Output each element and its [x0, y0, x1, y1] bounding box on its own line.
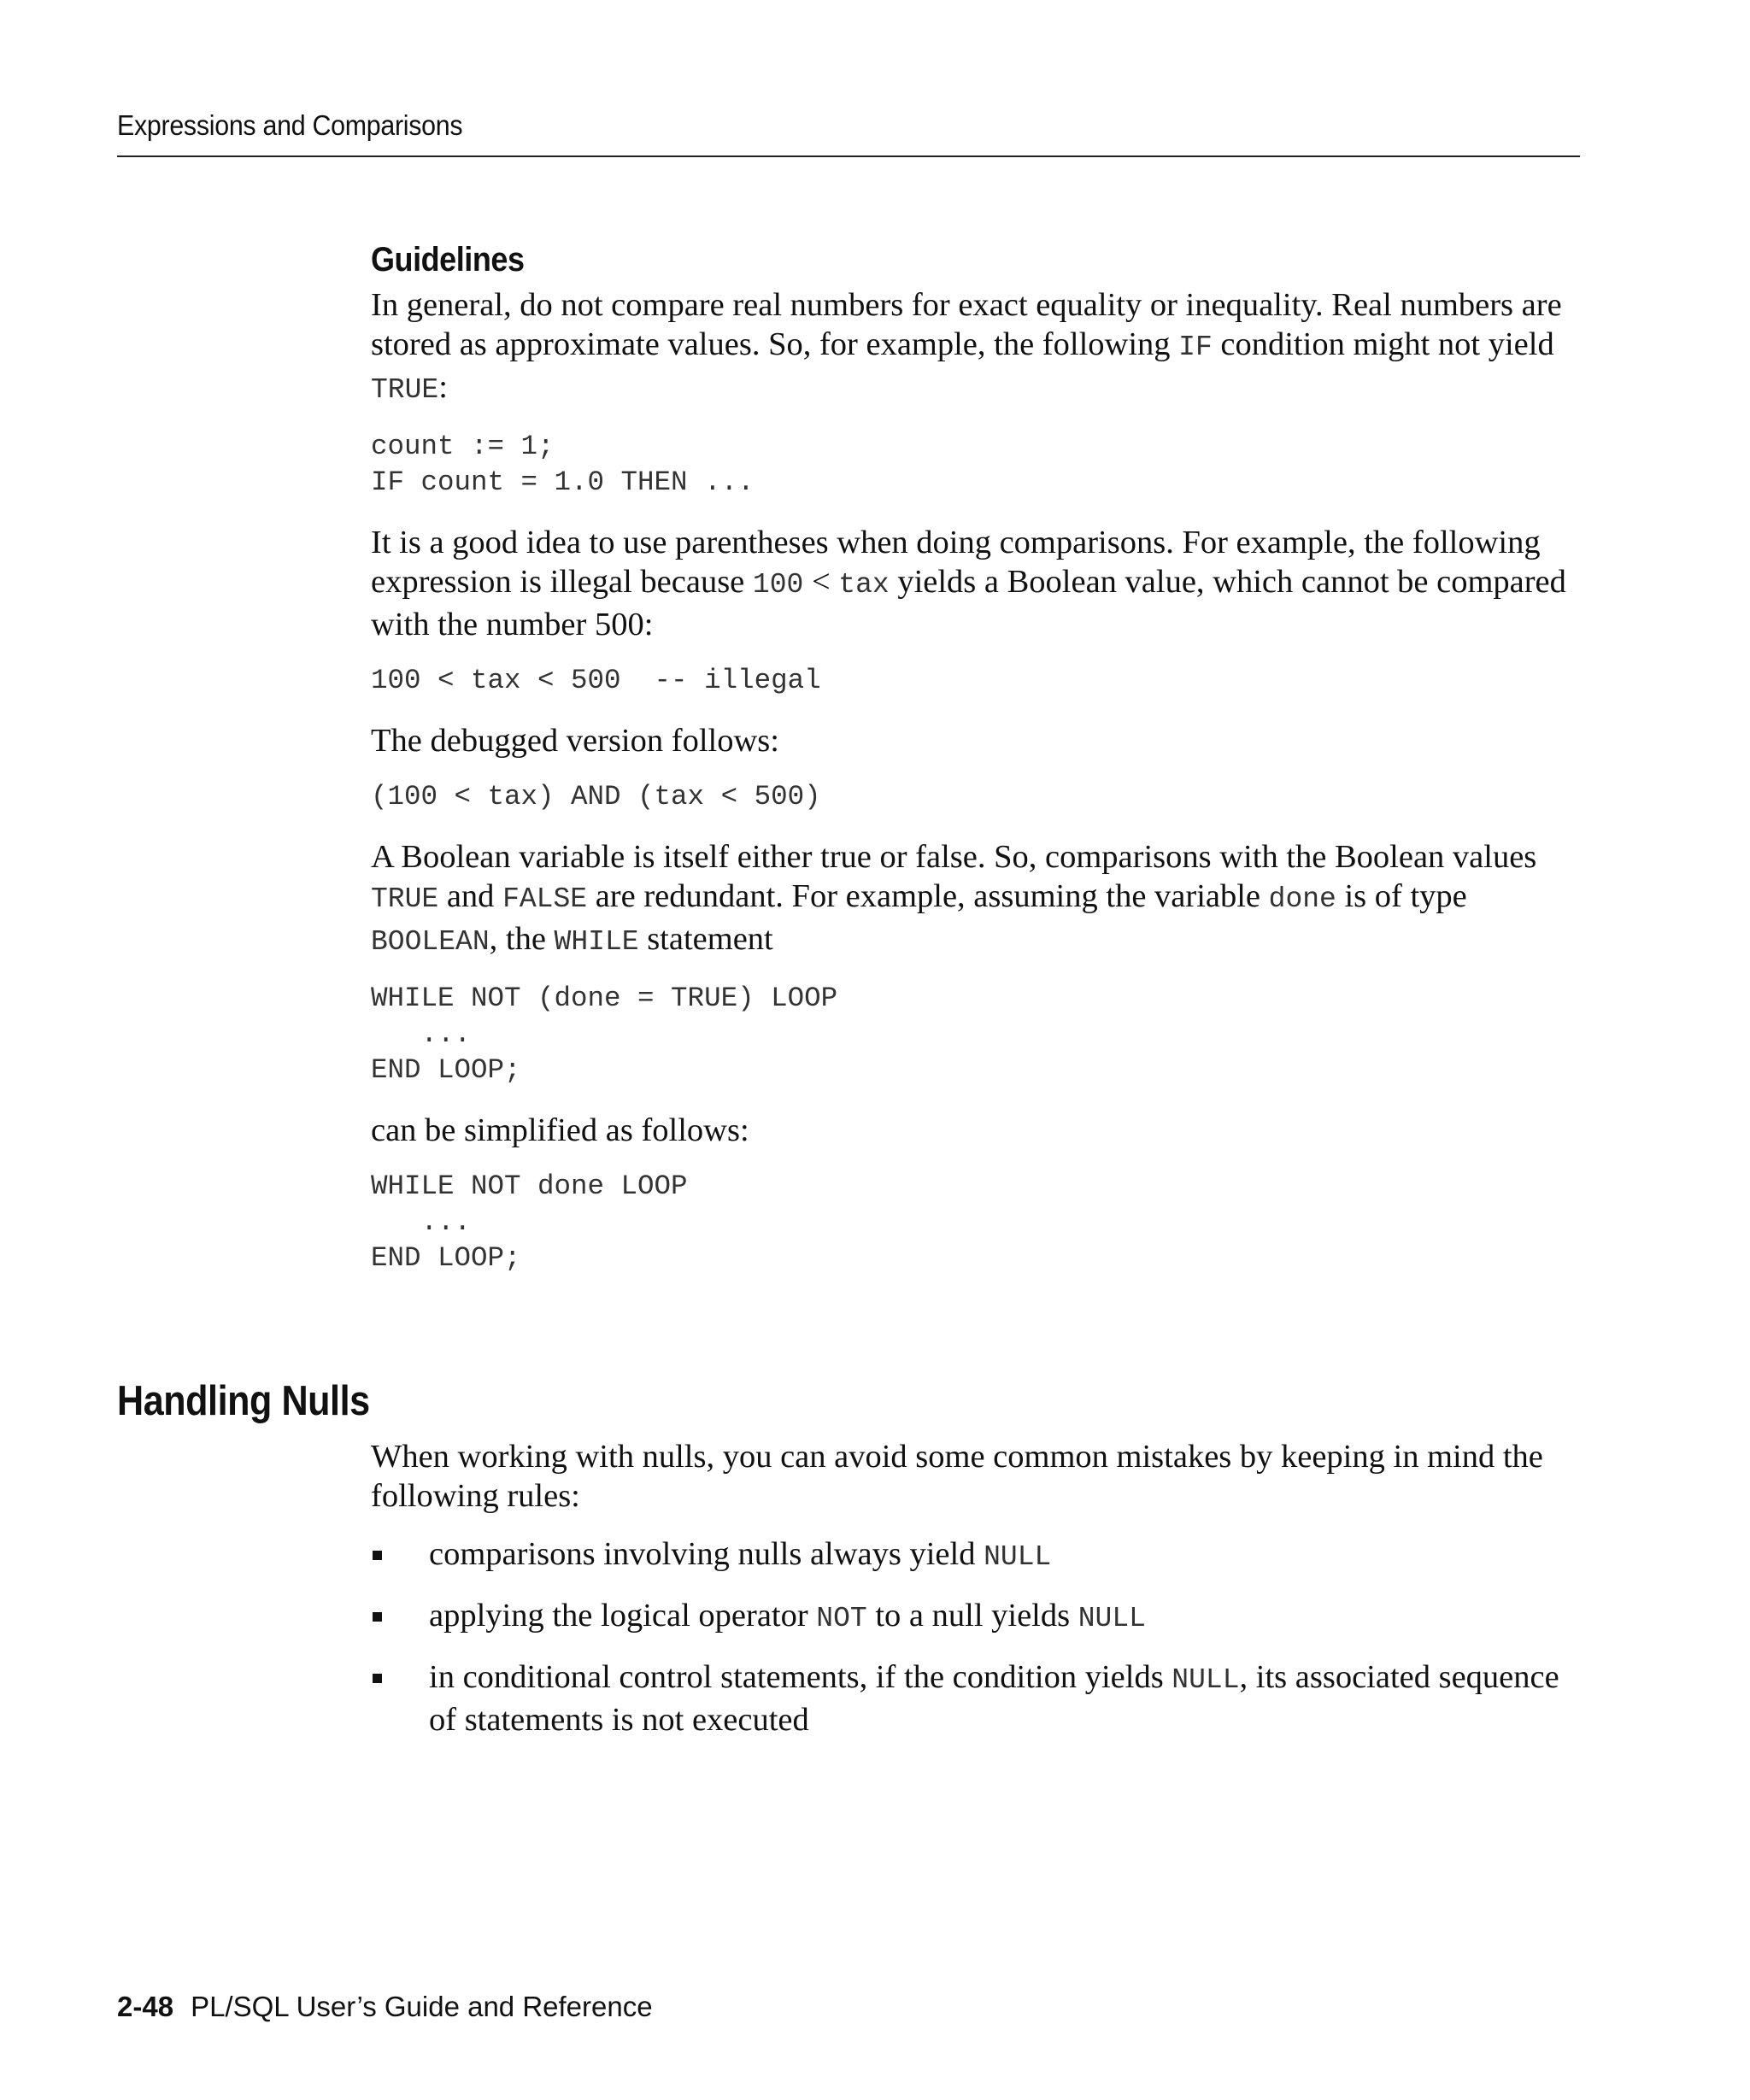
code-example-1: count := 1; IF count = 1.0 THEN ... — [371, 431, 755, 498]
null-rules-list — [371, 1534, 1593, 1739]
text-run: to a null yields — [866, 1598, 1078, 1634]
code-example-2: 100 < tax < 500 -- illegal — [371, 665, 821, 696]
text-run: comparisons involving nulls always yield — [429, 1536, 984, 1572]
bullet-icon — [373, 1612, 382, 1622]
book-title: PL/SQL User’s Guide and Reference — [191, 1991, 653, 2022]
list-item — [371, 1534, 1593, 1577]
guidelines-paragraph-4 — [371, 837, 1593, 962]
inline-code: TRUE — [371, 374, 439, 406]
page-footer — [117, 1991, 653, 2023]
inline-code: IF — [1178, 331, 1213, 363]
list-item — [371, 1657, 1593, 1739]
code-example-5: WHILE NOT done LOOP ... END LOOP; — [371, 1170, 688, 1274]
bullet-icon — [373, 1551, 382, 1560]
inline-code: done — [1268, 883, 1336, 915]
text-run: In general, do not compare real numbers for exact equality or inequality. Real numbers are stored as approximate values. So, for example, the following — [371, 287, 1562, 362]
code-example-4: WHILE NOT (done = TRUE) LOOP ... END LOOP; — [371, 983, 838, 1086]
page-number: 2-48 — [117, 1991, 174, 2022]
handling-nulls-heading: Handling Nulls — [117, 1378, 370, 1424]
guidelines-paragraph-2 — [371, 523, 1593, 644]
text-run: is of type — [1336, 878, 1467, 914]
guidelines-paragraph-1 — [371, 285, 1593, 410]
text-run: , the — [489, 921, 555, 957]
inline-code: WHILE — [554, 926, 639, 958]
inline-code: NULL — [1078, 1603, 1146, 1634]
text-run: in conditional control statements, if the condition yields — [429, 1659, 1172, 1695]
text-run: are redundant. For example, assuming the variable — [587, 878, 1269, 914]
text-run: applying the logical operator — [429, 1598, 817, 1634]
guidelines-heading: Guidelines — [371, 241, 525, 279]
inline-code: NULL — [984, 1541, 1052, 1573]
guidelines-paragraph-5: can be simplified as follows: — [371, 1112, 749, 1148]
text-run: , its associated sequence of statements is not executed — [429, 1659, 1559, 1738]
inline-code: 100 — [752, 569, 804, 601]
text-run: < — [803, 564, 839, 600]
bullet-icon — [373, 1674, 382, 1683]
inline-code: TRUE — [371, 883, 439, 915]
guidelines-section — [371, 241, 1593, 1276]
inline-code: tax — [838, 569, 890, 601]
guidelines-paragraph-3: The debugged version follows: — [371, 723, 779, 759]
handling-nulls-intro: When working with nulls, you can avoid some common mistakes by keeping in mind the following rules: — [371, 1439, 1543, 1514]
text-run: : — [438, 369, 448, 405]
text-run: and — [438, 878, 503, 914]
running-header-title: Expressions and Comparisons — [117, 109, 463, 141]
text-run: It is a good idea to use parentheses when doing comparisons. For example, the following expression is illegal because — [371, 525, 1541, 600]
header-divider — [117, 155, 1580, 157]
list-item — [371, 1596, 1593, 1639]
text-run: yields a Boolean value, which cannot be compared with the number 500: — [371, 564, 1566, 642]
inline-code: FALSE — [502, 883, 588, 915]
inline-code: NOT — [816, 1603, 867, 1634]
text-run: A Boolean variable is itself either true or false. So, comparisons with the Boolean values — [371, 839, 1537, 875]
inline-code: NULL — [1172, 1664, 1240, 1696]
text-run: condition might not yield — [1212, 326, 1554, 362]
code-example-3: (100 < tax) AND (tax < 500) — [371, 781, 821, 812]
text-run: statement — [638, 921, 773, 957]
inline-code: BOOLEAN — [371, 926, 490, 958]
handling-nulls-section — [371, 1437, 1593, 1758]
